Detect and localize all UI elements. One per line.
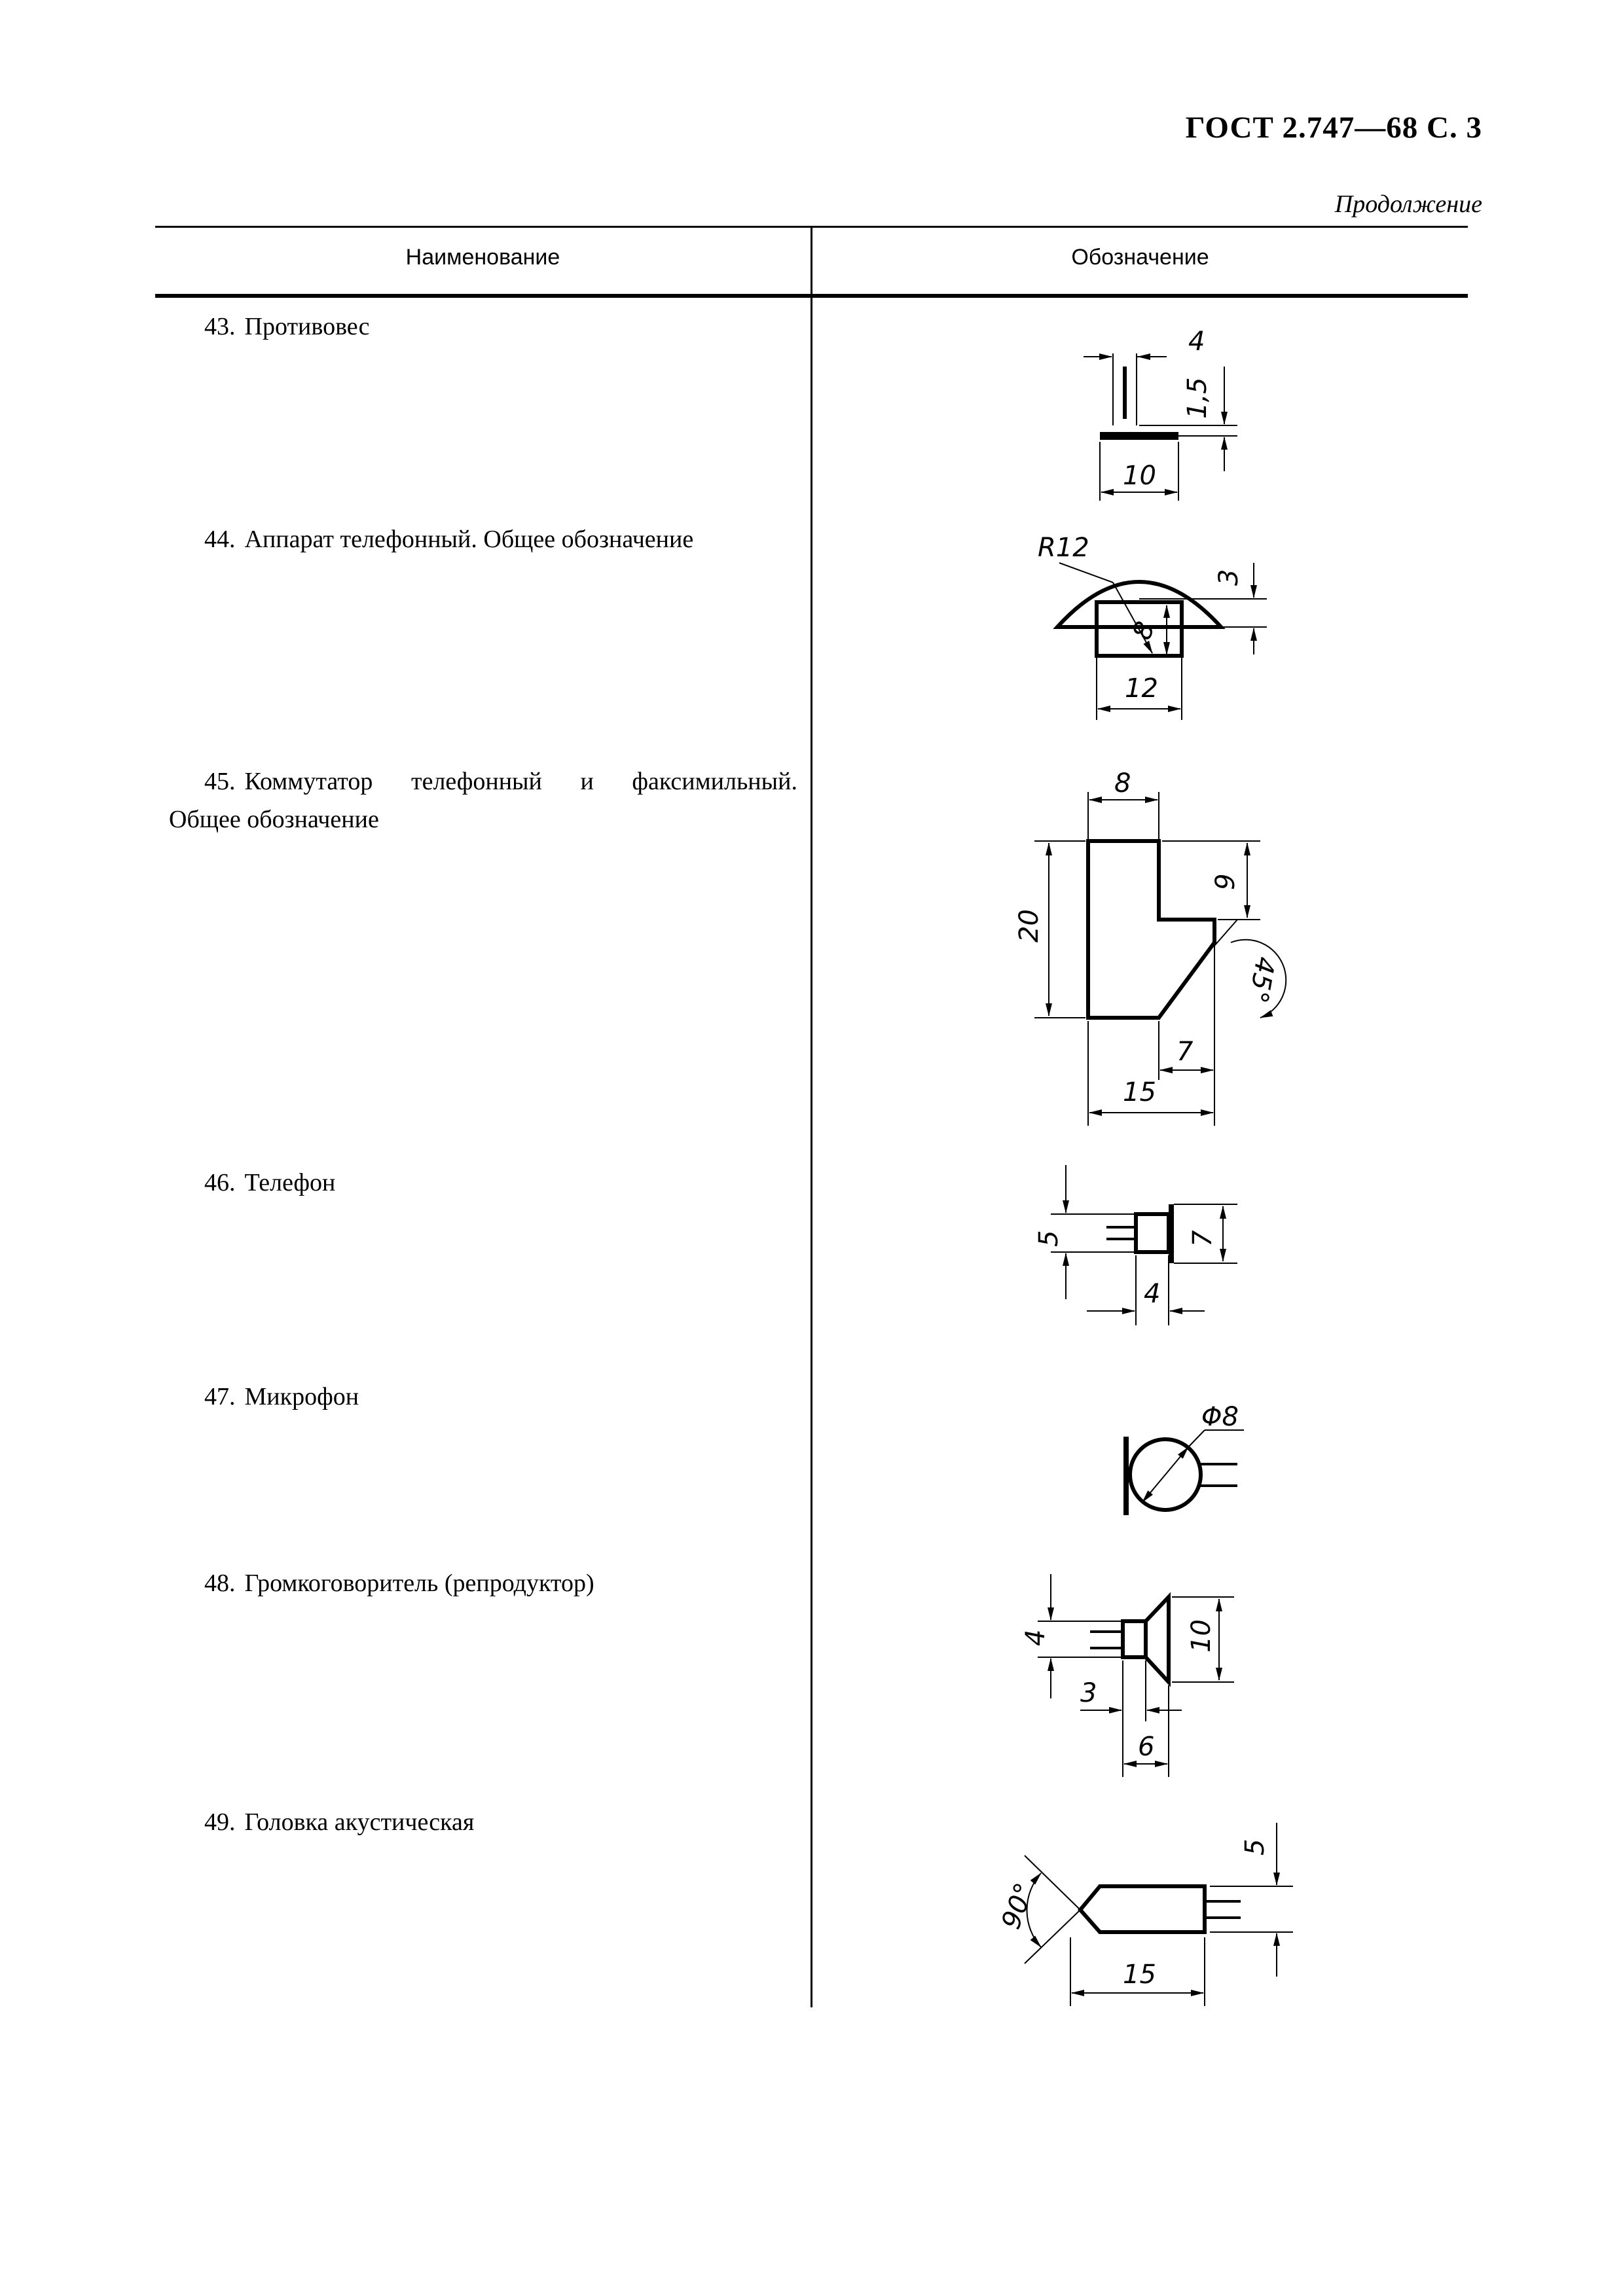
- dimension-label: 7: [1188, 1230, 1218, 1247]
- dimension-label: 1,5: [1182, 377, 1213, 419]
- dimension-label: 20: [1014, 909, 1044, 942]
- item-number: 49.: [204, 1808, 236, 1836]
- item-name: Головка акустическая: [244, 1808, 475, 1836]
- loudspeaker-symbol: [1090, 1597, 1169, 1682]
- dimension-label: 12: [1125, 673, 1158, 704]
- dimension-label: 6: [1138, 1732, 1155, 1762]
- item-number: 44.: [204, 526, 236, 553]
- item-number: 48.: [204, 1570, 236, 1597]
- dimension-label: 3: [1214, 569, 1244, 586]
- column-header-symbol: Обозначение: [1071, 245, 1209, 270]
- item-number: 43.: [204, 313, 236, 340]
- dimension-label: 4: [1021, 1629, 1051, 1646]
- item-name: Коммутатор телефонный и факсимильный.: [244, 768, 797, 795]
- item-name: Микрофон: [244, 1383, 359, 1410]
- dimension-label: 45°: [1242, 954, 1281, 1006]
- dimension-label: 5: [1034, 1230, 1064, 1247]
- item-name: Противовес: [244, 313, 370, 340]
- dimension-label: R12: [1038, 533, 1089, 563]
- telephone-receiver-symbol: [1106, 1204, 1171, 1263]
- dimension-label: 15: [1123, 1960, 1156, 1990]
- dimension-label: 8: [1114, 768, 1131, 798]
- page-title: ГОСТ 2.747—68 С. 3: [1185, 111, 1482, 145]
- item-name-continued: Общее обозначение: [169, 806, 379, 833]
- telephone-set-symbol: [1057, 582, 1221, 656]
- item-name: Аппарат телефонный. Общее обозначение: [244, 526, 694, 553]
- dimension-label: 4: [1188, 327, 1205, 357]
- dimension-label: 7: [1176, 1037, 1194, 1067]
- continuation-label: Продолжение: [1334, 190, 1482, 218]
- column-header-name: Наименование: [405, 245, 560, 270]
- dimension-label: 8: [1127, 617, 1161, 644]
- switchboard-symbol: [1088, 841, 1214, 1018]
- item-number: 46.: [204, 1169, 236, 1196]
- counterweight-symbol: [1084, 353, 1237, 501]
- item-number: 45.: [204, 768, 236, 795]
- dimension-label: 10: [1123, 461, 1156, 491]
- dimension-label: 15: [1123, 1077, 1156, 1107]
- dimension-label: 5: [1240, 1839, 1270, 1856]
- dimension-label: 9: [1211, 873, 1241, 890]
- item-name: Громкоговоритель (репродуктор): [244, 1570, 594, 1597]
- dimension-label: Φ8: [1201, 1402, 1239, 1432]
- dimension-label: 3: [1080, 1678, 1097, 1708]
- loudspeaker-dimensions: [1038, 1574, 1234, 1777]
- microphone-symbol: [1126, 1437, 1237, 1515]
- dimension-label: 10: [1186, 1619, 1216, 1653]
- dimension-label: 4: [1144, 1279, 1161, 1309]
- acoustic-head-symbol: [1080, 1886, 1241, 1932]
- dimension-label: 90°: [996, 1879, 1040, 1933]
- item-name: Телефон: [244, 1169, 336, 1196]
- item-number: 47.: [204, 1383, 236, 1410]
